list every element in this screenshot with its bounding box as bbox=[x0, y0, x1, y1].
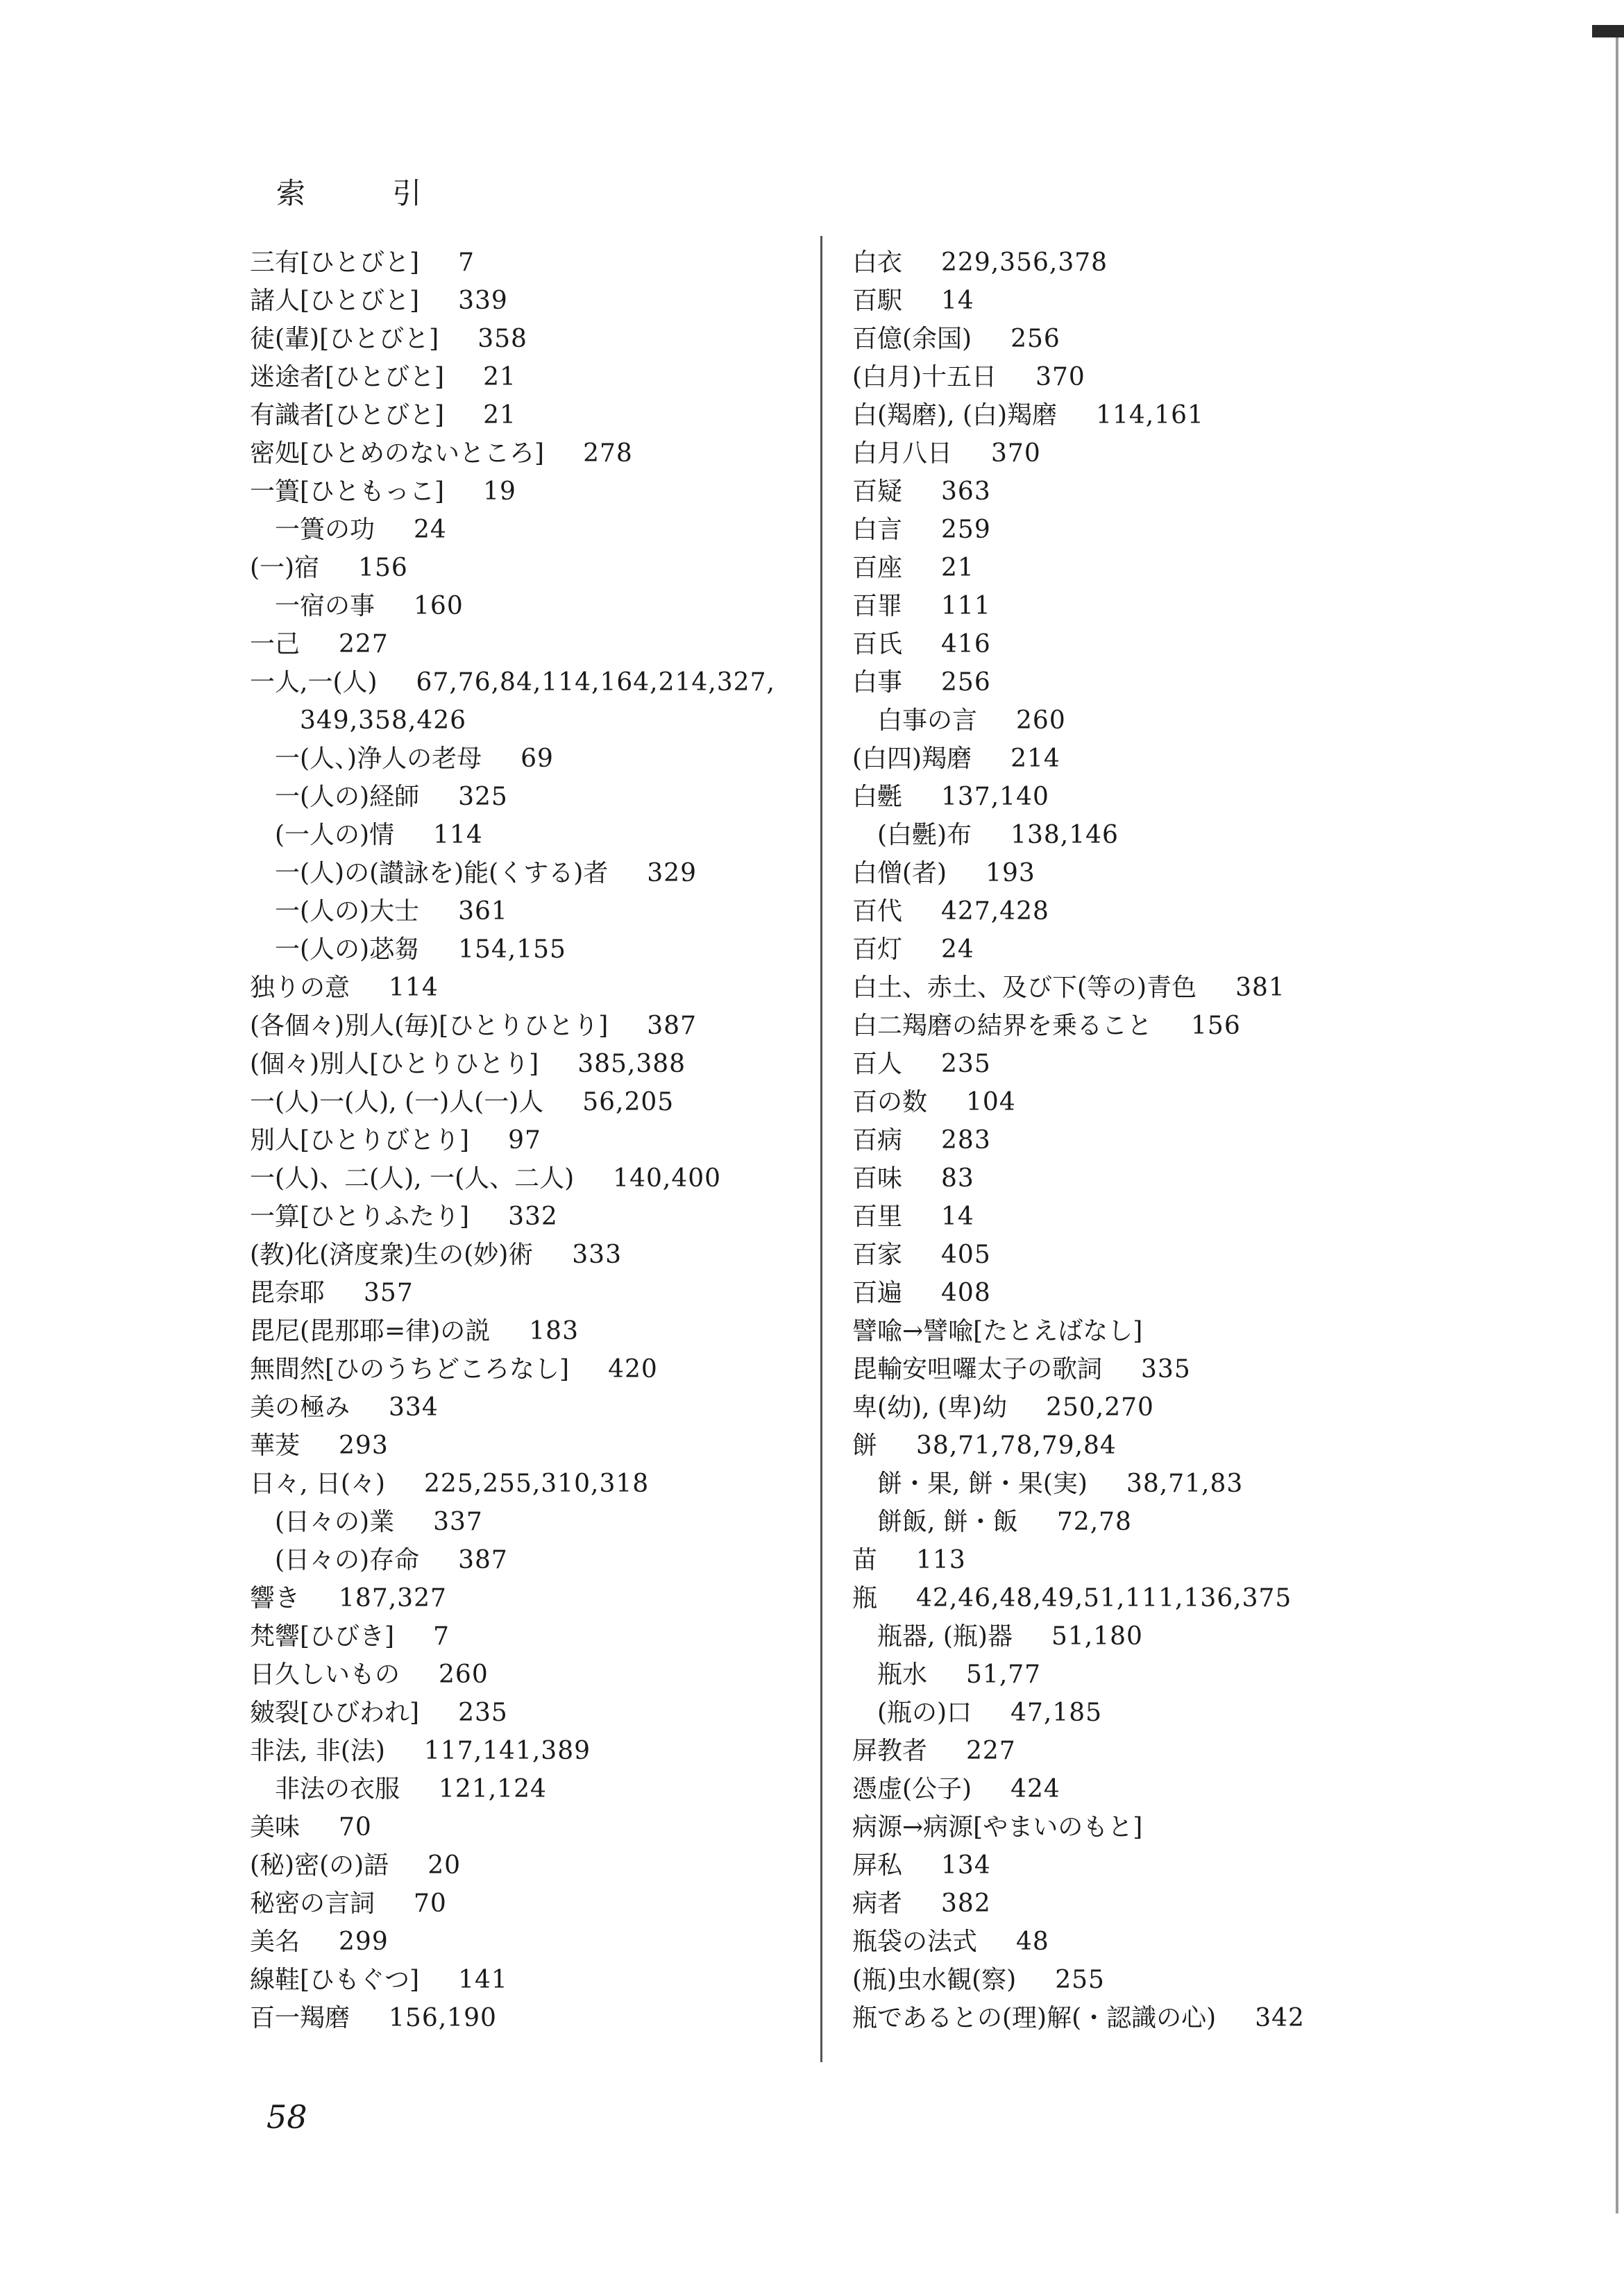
index-subentry bbox=[250, 1503, 805, 1541]
index-term: 日久しいもの bbox=[250, 1660, 400, 1689]
index-page-refs: 235 bbox=[458, 1699, 508, 1727]
index-page-refs: 121,124 bbox=[439, 1775, 547, 1803]
index-page-refs: 193 bbox=[986, 859, 1035, 887]
index-page-refs: 405 bbox=[941, 1241, 991, 1269]
index-entry bbox=[250, 358, 805, 396]
index-term: 百家 bbox=[852, 1241, 903, 1269]
index-term: 一(人)一(人), (一)人(一)人 bbox=[250, 1088, 544, 1116]
index-entry bbox=[852, 1579, 1421, 1617]
index-page-refs: 358 bbox=[477, 325, 527, 353]
index-entry bbox=[852, 1274, 1421, 1312]
index-page-refs: 227 bbox=[966, 1737, 1016, 1765]
index-entry bbox=[852, 625, 1421, 663]
index-entry bbox=[852, 473, 1421, 511]
index-subentry bbox=[250, 587, 805, 625]
index-page-refs: 278 bbox=[583, 439, 633, 468]
index-page-refs: 260 bbox=[1016, 706, 1066, 735]
index-term: 餅・果, 餅・果(実) bbox=[877, 1470, 1088, 1498]
index-entry bbox=[250, 1198, 805, 1236]
index-page-refs: 427,428 bbox=[941, 897, 1049, 926]
index-entry bbox=[250, 1312, 805, 1350]
index-term: 一己 bbox=[250, 630, 301, 658]
index-term: 瓶水 bbox=[877, 1660, 928, 1689]
index-term: 一算[ひとりふたり] bbox=[250, 1202, 470, 1231]
index-subentry bbox=[250, 892, 805, 930]
index-page-refs: 283 bbox=[941, 1126, 991, 1155]
index-entry bbox=[852, 1350, 1421, 1388]
index-page-refs: 299 bbox=[339, 1928, 389, 1956]
index-term: 一簣[ひともっこ] bbox=[250, 477, 445, 506]
index-term: 百遍 bbox=[852, 1279, 903, 1307]
index-entry bbox=[852, 1541, 1421, 1579]
index-entry bbox=[250, 282, 805, 320]
index-term: 毘輸安呾囉太子の歌詞 bbox=[852, 1355, 1103, 1384]
index-entry bbox=[852, 1312, 1421, 1350]
index-page-refs: 137,140 bbox=[941, 783, 1049, 811]
index-page-refs: 114 bbox=[389, 973, 439, 1002]
index-entry bbox=[852, 244, 1421, 282]
index-page-refs: 385,388 bbox=[577, 1050, 686, 1078]
index-entry bbox=[250, 1885, 805, 1923]
index-page-refs: 67,76,84,114,164,214,327, bbox=[416, 668, 775, 697]
index-term: 瓶袋の法式 bbox=[852, 1928, 978, 1956]
index-page-refs: 47,185 bbox=[1010, 1699, 1103, 1727]
index-term: 徒(輩)[ひとびと] bbox=[250, 325, 439, 353]
index-entry bbox=[852, 1236, 1421, 1274]
index-term: 病者 bbox=[852, 1889, 903, 1918]
index-entry bbox=[250, 1159, 805, 1198]
index-term: 一(人の)大士 bbox=[275, 897, 420, 926]
index-page-refs: 21 bbox=[483, 401, 516, 430]
index-entry bbox=[852, 1770, 1421, 1808]
index-entry bbox=[250, 549, 805, 587]
index-page-refs: 408 bbox=[941, 1279, 991, 1307]
index-term: (一)宿 bbox=[250, 554, 320, 582]
index-entry bbox=[250, 1656, 805, 1694]
index-page-refs: 83 bbox=[941, 1164, 974, 1193]
index-term: 百味 bbox=[852, 1164, 903, 1193]
index-entry bbox=[852, 1732, 1421, 1770]
index-entry bbox=[250, 1427, 805, 1465]
index-page-refs: 70 bbox=[339, 1813, 372, 1842]
index-term: (白月)十五日 bbox=[852, 363, 997, 391]
index-page-refs: 225,255,310,318 bbox=[423, 1470, 650, 1498]
index-entry bbox=[852, 1923, 1421, 1961]
index-subentry bbox=[250, 511, 805, 549]
index-page-refs: 48 bbox=[1016, 1928, 1049, 1956]
index-term: 百億(余国) bbox=[852, 325, 972, 353]
index-term: (秘)密(の)語 bbox=[250, 1851, 389, 1880]
index-page-refs: 51,77 bbox=[966, 1660, 1042, 1689]
index-page-refs: 19 bbox=[483, 477, 516, 506]
index-term: 瓶 bbox=[852, 1584, 878, 1613]
index-page-refs: 160 bbox=[414, 592, 464, 620]
index-page-refs: 337 bbox=[433, 1508, 483, 1536]
index-entry bbox=[852, 282, 1421, 320]
index-entry bbox=[852, 930, 1421, 969]
index-page-refs: 72,78 bbox=[1056, 1508, 1132, 1536]
index-page-refs: 97 bbox=[508, 1126, 541, 1155]
index-term: 響き bbox=[250, 1584, 301, 1613]
index-page-refs: 114 bbox=[433, 821, 483, 849]
index-term: 秘密の言詞 bbox=[250, 1889, 375, 1918]
index-subentry bbox=[250, 701, 805, 740]
index-page-refs: 21 bbox=[483, 363, 516, 391]
index-page-refs: 38,71,78,79,84 bbox=[916, 1431, 1117, 1460]
index-term: (一人の)情 bbox=[275, 821, 395, 849]
index-term: 白土、赤土、及び下(等の)青色 bbox=[852, 973, 1197, 1002]
index-page-refs: 227 bbox=[339, 630, 389, 658]
index-entry bbox=[250, 1808, 805, 1846]
index-page-refs: 260 bbox=[439, 1660, 489, 1689]
index-term: 白月八日 bbox=[852, 439, 953, 468]
index-entry bbox=[250, 969, 805, 1007]
index-term: 華茇 bbox=[250, 1431, 301, 1460]
index-term: 百氏 bbox=[852, 630, 903, 658]
index-entry bbox=[250, 1579, 805, 1617]
index-entry bbox=[852, 854, 1421, 892]
index-page-refs: 24 bbox=[414, 516, 447, 544]
index-subentry bbox=[250, 854, 805, 892]
index-term: 瓶器, (瓶)器 bbox=[877, 1622, 1013, 1651]
index-term: 百駅 bbox=[852, 287, 903, 315]
index-page-refs: 357 bbox=[364, 1279, 414, 1307]
index-entry bbox=[852, 1007, 1421, 1045]
index-term: 屏私 bbox=[852, 1851, 903, 1880]
index-term: (白氎)布 bbox=[877, 821, 972, 849]
index-page-refs: 420 bbox=[608, 1355, 658, 1384]
index-page-refs: 56,205 bbox=[582, 1088, 675, 1116]
index-page-refs: 259 bbox=[941, 516, 991, 544]
index-entry bbox=[852, 969, 1421, 1007]
index-term: 卑(幼), (卑)幼 bbox=[852, 1393, 1008, 1422]
index-term: 無間然[ひのうちどころなし] bbox=[250, 1355, 570, 1384]
index-page-refs: 361 bbox=[458, 897, 508, 926]
index-term: 美の極み bbox=[250, 1393, 350, 1422]
index-entry bbox=[852, 1121, 1421, 1159]
index-entry bbox=[250, 1236, 805, 1274]
index-term: (個々)別人[ひとりひとり] bbox=[250, 1050, 539, 1078]
index-term: 梵響[ひびき] bbox=[250, 1622, 395, 1651]
index-page-refs: 183 bbox=[529, 1317, 579, 1345]
index-term: 苗 bbox=[852, 1546, 878, 1574]
index-page-refs: 255 bbox=[1055, 1966, 1105, 1994]
index-term: 百里 bbox=[852, 1202, 903, 1231]
index-page-refs: 20 bbox=[428, 1851, 461, 1880]
index-entry bbox=[852, 1999, 1421, 2037]
scan-corner-mark bbox=[1592, 25, 1624, 37]
index-page-refs: 51,180 bbox=[1051, 1622, 1143, 1651]
index-page-refs: 134 bbox=[941, 1851, 991, 1880]
index-entry bbox=[250, 1694, 805, 1732]
index-entry bbox=[852, 740, 1421, 778]
index-subentry bbox=[250, 1541, 805, 1579]
index-entry bbox=[852, 1388, 1421, 1427]
index-term: 独りの意 bbox=[250, 973, 350, 1002]
index-page-refs: 382 bbox=[941, 1889, 991, 1918]
index-term: 皴裂[ひびわれ] bbox=[250, 1699, 420, 1727]
index-page-refs: 156,190 bbox=[389, 2004, 497, 2032]
index-page-refs: 363 bbox=[941, 477, 991, 506]
index-page-refs: 156 bbox=[1191, 1012, 1241, 1040]
index-entry bbox=[852, 663, 1421, 701]
index-page-refs: 42,46,48,49,51,111,136,375 bbox=[916, 1584, 1292, 1613]
index-column-right bbox=[852, 244, 1421, 2037]
index-subentry bbox=[250, 778, 805, 816]
index-term: (各個々)別人(毎)[ひとりひとり] bbox=[250, 1012, 609, 1040]
index-subentry bbox=[852, 1694, 1421, 1732]
index-page-refs: 229,356,378 bbox=[941, 248, 1108, 277]
index-entry bbox=[852, 1045, 1421, 1083]
index-page-refs: 329 bbox=[647, 859, 697, 887]
index-term: 百人 bbox=[852, 1050, 903, 1078]
index-page-refs: 7 bbox=[433, 1622, 450, 1651]
index-page-refs: 114,161 bbox=[1096, 401, 1204, 430]
index-entry bbox=[852, 1846, 1421, 1885]
index-page-refs: 342 bbox=[1255, 2004, 1305, 2032]
index-page-refs: 7 bbox=[458, 248, 475, 277]
index-term: 一(人の)経師 bbox=[275, 783, 420, 811]
index-page-refs: 235 bbox=[941, 1050, 991, 1078]
index-entry bbox=[250, 1923, 805, 1961]
index-term: 一宿の事 bbox=[275, 592, 375, 620]
index-term: 一(人、)浄人の老母 bbox=[275, 745, 482, 773]
index-entry bbox=[250, 1617, 805, 1656]
index-page-refs: 187,327 bbox=[339, 1584, 447, 1613]
column-divider bbox=[820, 236, 822, 2062]
index-entry bbox=[250, 663, 805, 701]
index-term: 三有[ひとびと] bbox=[250, 248, 420, 277]
index-entry bbox=[250, 434, 805, 473]
index-page-refs: 370 bbox=[1035, 363, 1085, 391]
index-page-refs: 381 bbox=[1235, 973, 1285, 1002]
index-page-refs: 138,146 bbox=[1010, 821, 1119, 849]
index-term: 非法, 非(法) bbox=[250, 1737, 385, 1765]
index-term: 白言 bbox=[852, 516, 903, 544]
index-entry bbox=[250, 1999, 805, 2037]
index-page-refs: 70 bbox=[414, 1889, 447, 1918]
scan-edge-line bbox=[1616, 28, 1618, 2213]
index-page-refs: 335 bbox=[1141, 1355, 1191, 1384]
index-page-refs: 334 bbox=[389, 1393, 439, 1422]
index-entry bbox=[852, 320, 1421, 358]
index-term: 一簣の功 bbox=[275, 516, 375, 544]
index-term: 憑虚(公子) bbox=[852, 1775, 972, 1803]
index-entry bbox=[250, 320, 805, 358]
index-term: 別人[ひとりびとり] bbox=[250, 1126, 470, 1155]
index-term: 一(人)の(讃詠を)能(くする)者 bbox=[275, 859, 609, 887]
index-term: 一人,一(人) bbox=[250, 668, 378, 697]
index-page-refs: 370 bbox=[991, 439, 1041, 468]
index-page-refs: 104 bbox=[966, 1088, 1016, 1116]
index-term: (白四)羯磨 bbox=[852, 745, 972, 773]
index-entry bbox=[250, 1388, 805, 1427]
index-entry bbox=[852, 1427, 1421, 1465]
index-page-refs: 416 bbox=[941, 630, 991, 658]
index-term: 白二羯磨の結界を乗ること bbox=[852, 1012, 1153, 1040]
index-term: 白氎 bbox=[852, 783, 903, 811]
index-term: 迷途者[ひとびと] bbox=[250, 363, 445, 391]
index-term: (日々の)業 bbox=[275, 1508, 395, 1536]
index-entry bbox=[852, 1885, 1421, 1923]
index-entry bbox=[852, 587, 1421, 625]
index-subentry bbox=[250, 816, 805, 854]
index-entry bbox=[250, 1465, 805, 1503]
index-subentry bbox=[852, 1465, 1421, 1503]
index-page-refs: 349,358,426 bbox=[300, 706, 467, 735]
index-term: 一(人の)苾芻 bbox=[275, 935, 420, 964]
index-term: 毘尼(毘那耶=律)の説 bbox=[250, 1317, 491, 1345]
index-entry bbox=[250, 1045, 805, 1083]
index-entry bbox=[852, 892, 1421, 930]
index-term: 白僧(者) bbox=[852, 859, 947, 887]
index-page-refs: 333 bbox=[572, 1241, 622, 1269]
index-entry bbox=[852, 1808, 1421, 1846]
index-entry bbox=[852, 1159, 1421, 1198]
index-entry bbox=[852, 358, 1421, 396]
index-term: 白事 bbox=[852, 668, 903, 697]
index-entry bbox=[250, 396, 805, 434]
index-page-refs: 21 bbox=[941, 554, 974, 582]
index-term: 白衣 bbox=[852, 248, 903, 277]
index-term: 日々, 日(々) bbox=[250, 1470, 385, 1498]
index-page-refs: 140,400 bbox=[613, 1164, 722, 1193]
index-subentry bbox=[852, 1656, 1421, 1694]
index-term: 美味 bbox=[250, 1813, 301, 1842]
page-number: 58 bbox=[267, 2098, 307, 2136]
index-term: 百灯 bbox=[852, 935, 903, 964]
index-subentry bbox=[852, 701, 1421, 740]
index-term: 百座 bbox=[852, 554, 903, 582]
index-entry bbox=[852, 1083, 1421, 1121]
index-page-refs: 14 bbox=[941, 1202, 974, 1231]
index-term: 密処[ひとめのないところ] bbox=[250, 439, 545, 468]
index-page-refs: 69 bbox=[521, 745, 554, 773]
index-page-refs: 250,270 bbox=[1046, 1393, 1154, 1422]
index-page-refs: 256 bbox=[1010, 325, 1060, 353]
page-title: 索 引 bbox=[276, 176, 461, 210]
index-page-refs: 141 bbox=[458, 1966, 508, 1994]
index-term: (日々の)存命 bbox=[275, 1546, 420, 1574]
index-entry bbox=[250, 1274, 805, 1312]
index-page-refs: 325 bbox=[458, 783, 508, 811]
index-page-refs: 14 bbox=[941, 287, 974, 315]
index-term: 百疑 bbox=[852, 477, 903, 506]
index-term: 餅飯, 餅・飯 bbox=[877, 1508, 1018, 1536]
index-term: (瓶)虫水観(察) bbox=[852, 1966, 1017, 1994]
index-entry bbox=[852, 434, 1421, 473]
index-term: 美名 bbox=[250, 1928, 301, 1956]
index-page-refs: 214 bbox=[1010, 745, 1060, 773]
index-entry bbox=[250, 625, 805, 663]
index-page-refs: 332 bbox=[508, 1202, 558, 1231]
index-term: 非法の衣服 bbox=[275, 1775, 400, 1803]
index-subentry bbox=[852, 1503, 1421, 1541]
index-page-refs: 387 bbox=[647, 1012, 697, 1040]
index-entry bbox=[852, 396, 1421, 434]
index-term: 一(人)、二(人), 一(人、二人) bbox=[250, 1164, 575, 1193]
index-entry bbox=[250, 1121, 805, 1159]
index-subentry bbox=[250, 740, 805, 778]
index-page-refs: 387 bbox=[458, 1546, 508, 1574]
index-term: 百罪 bbox=[852, 592, 903, 620]
index-term: 線鞋[ひもぐつ] bbox=[250, 1966, 420, 1994]
index-entry bbox=[250, 1350, 805, 1388]
index-term: 百の数 bbox=[852, 1088, 928, 1116]
index-page-refs: 38,71,83 bbox=[1126, 1470, 1244, 1498]
index-entry bbox=[852, 1198, 1421, 1236]
index-page-refs: 256 bbox=[941, 668, 991, 697]
index-term: 譬喩→譬喩[たとえばなし] bbox=[852, 1317, 1143, 1345]
index-page-refs: 154,155 bbox=[458, 935, 566, 964]
index-subentry bbox=[852, 816, 1421, 854]
index-column-left bbox=[250, 244, 805, 2037]
index-page-refs: 24 bbox=[941, 935, 974, 964]
index-term: 諸人[ひとびと] bbox=[250, 287, 420, 315]
index-subentry bbox=[852, 1617, 1421, 1656]
index-term: 屏教者 bbox=[852, 1737, 928, 1765]
index-term: 瓶であるとの(理)解(・認識の心) bbox=[852, 2004, 1217, 2032]
index-subentry bbox=[250, 1770, 805, 1808]
index-page-refs: 339 bbox=[458, 287, 508, 315]
index-entry bbox=[250, 473, 805, 511]
index-entry bbox=[250, 1732, 805, 1770]
index-entry bbox=[852, 1961, 1421, 1999]
index-entry bbox=[852, 549, 1421, 587]
index-page-refs: 424 bbox=[1010, 1775, 1060, 1803]
index-entry bbox=[250, 1846, 805, 1885]
index-term: 百病 bbox=[852, 1126, 903, 1155]
index-entry bbox=[250, 1083, 805, 1121]
index-term: (教)化(済度衆)生の(妙)術 bbox=[250, 1241, 534, 1269]
index-term: 餅 bbox=[852, 1431, 878, 1460]
index-entry bbox=[250, 1007, 805, 1045]
index-page-refs: 117,141,389 bbox=[423, 1737, 591, 1765]
index-entry bbox=[852, 778, 1421, 816]
index-term: 百一羯磨 bbox=[250, 2004, 350, 2032]
index-term: 有識者[ひとびと] bbox=[250, 401, 445, 430]
index-page-refs: 113 bbox=[916, 1546, 966, 1574]
index-term: 白事の言 bbox=[877, 706, 978, 735]
index-term: 百代 bbox=[852, 897, 903, 926]
index-subentry bbox=[250, 930, 805, 969]
index-entry bbox=[852, 511, 1421, 549]
index-entry bbox=[250, 244, 805, 282]
index-entry bbox=[250, 1961, 805, 1999]
index-page-refs: 156 bbox=[358, 554, 408, 582]
index-term: 病源→病源[やまいのもと] bbox=[852, 1813, 1143, 1842]
index-term: (瓶の)口 bbox=[877, 1699, 972, 1727]
index-page-refs: 293 bbox=[339, 1431, 389, 1460]
index-page-refs: 111 bbox=[941, 592, 991, 620]
index-term: 白(羯磨), (白)羯磨 bbox=[852, 401, 1058, 430]
index-term: 毘奈耶 bbox=[250, 1279, 325, 1307]
